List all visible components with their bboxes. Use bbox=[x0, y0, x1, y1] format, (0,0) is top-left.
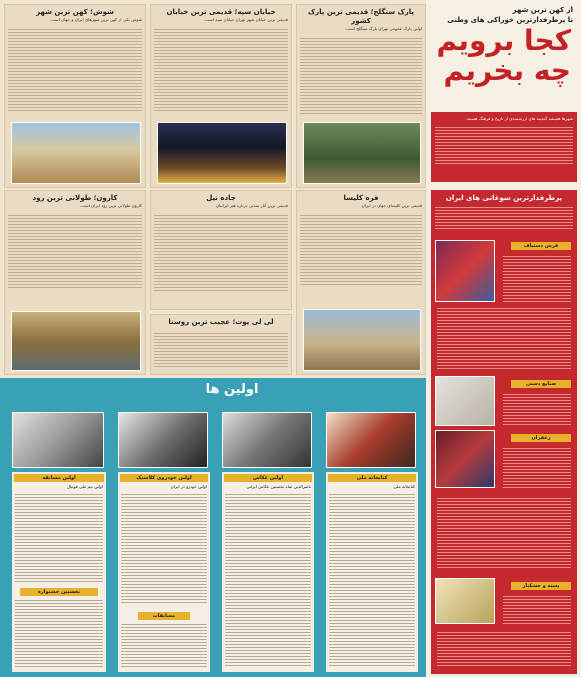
first-caption: اولین تیم ملی فوتبال bbox=[66, 484, 103, 489]
article-title: خیابان سپه؛ قدیمی ترین خیابان bbox=[166, 8, 276, 16]
handicraft-photo bbox=[435, 240, 495, 302]
article-sangelaj bbox=[296, 4, 426, 188]
first-label: مسابقات bbox=[138, 612, 190, 620]
souvenir-section bbox=[431, 190, 577, 674]
first-label: اولین خودروی کلاسیک bbox=[120, 474, 208, 482]
article-title: قره کلیسا bbox=[343, 194, 379, 202]
right-column bbox=[426, 0, 581, 677]
article-snippet: اولین پارک عمومی تهران پارک سنگلج است. bbox=[344, 26, 422, 31]
main-title-line2: چه بخریم bbox=[443, 54, 571, 87]
article-lilliput bbox=[150, 314, 292, 375]
article-title: شوش؛ کهن ترین شهر bbox=[36, 8, 114, 16]
article-snippet: کارون طولانی ترین رود ایران است. bbox=[79, 203, 142, 208]
article-sepah bbox=[150, 4, 292, 188]
pistachio-photo bbox=[435, 578, 495, 624]
article-qara-kelisa bbox=[296, 190, 426, 375]
first-body-lines bbox=[15, 598, 103, 668]
street-night-photo bbox=[157, 122, 287, 184]
article-title: کارون؛ طولانی ترین رود bbox=[32, 194, 118, 202]
article-title: جاده نیل bbox=[206, 194, 236, 202]
ceramic-photo bbox=[435, 376, 495, 426]
intro-text: شهرها همیشه گنجینه های ارزشمندی از تاریخ و فرهنگ هستند. bbox=[465, 116, 573, 121]
article-body-lines bbox=[154, 213, 288, 293]
men-photo bbox=[118, 412, 208, 468]
article-karun bbox=[4, 190, 146, 375]
main-title bbox=[436, 26, 571, 86]
article-jadeh-nil bbox=[150, 190, 292, 310]
first-body-lines bbox=[15, 492, 103, 582]
carpet-photo bbox=[435, 430, 495, 488]
kicker bbox=[447, 5, 573, 25]
first-body-lines bbox=[225, 492, 311, 668]
article-title: پارک سنگلج؛ قدیمی ترین پارک کشور bbox=[307, 8, 415, 25]
first-car bbox=[118, 472, 210, 672]
first-caption: کتابخانه ملی bbox=[393, 484, 415, 489]
main-title-line1: کجا برویم bbox=[436, 24, 571, 57]
first-label: اولین مسابقه bbox=[14, 474, 104, 482]
firsts-section bbox=[0, 378, 426, 677]
first-caption: ناصرالدین شاه نخستین عکاس ایرانی bbox=[246, 484, 311, 489]
firsts-title: اولین ها bbox=[205, 382, 259, 397]
souvenir-title: پرطرفدارترین سوغاتی های ایران bbox=[445, 194, 563, 202]
souvenir-lines-5 bbox=[503, 446, 571, 490]
souvenir-lines-6 bbox=[437, 496, 571, 570]
article-snippet: قدیمی ترین کلیسای جهان در ایران bbox=[361, 203, 422, 208]
article-body-lines bbox=[8, 213, 142, 289]
souvenir-lines-1 bbox=[435, 205, 573, 229]
first-library bbox=[326, 472, 418, 672]
first-body-lines bbox=[329, 492, 415, 668]
church-photo bbox=[303, 309, 421, 371]
article-snippet: شوش یکی از کهن ترین شهرهای ایران و جهان است. bbox=[49, 17, 142, 22]
souvenir-item-label: پسته و خشکبار bbox=[511, 582, 571, 590]
first-photographer bbox=[222, 472, 314, 672]
first-football bbox=[12, 472, 106, 672]
souvenir-lines-4 bbox=[503, 392, 571, 426]
car-photo bbox=[222, 412, 312, 468]
article-body-lines bbox=[154, 27, 288, 111]
article-body-lines bbox=[154, 331, 288, 367]
souvenir-lines-2 bbox=[503, 254, 571, 302]
intro-box bbox=[431, 112, 577, 182]
intro-body-lines bbox=[435, 125, 573, 165]
football-photo bbox=[12, 412, 104, 468]
park-photo bbox=[303, 122, 421, 184]
bridge-photo bbox=[11, 311, 141, 371]
article-snippet: قدیمی ترین خیابان شهر تهران خیابان سپه است. bbox=[203, 17, 288, 22]
souvenir-item-label: فرش دستباف bbox=[511, 242, 571, 250]
first-caption: اولین خودرو در ایران bbox=[170, 484, 207, 489]
library-photo bbox=[326, 412, 416, 468]
article-body-lines bbox=[300, 36, 422, 116]
souvenir-lines-3 bbox=[437, 306, 571, 370]
first-label: نخستین جشنواره bbox=[20, 588, 98, 596]
article-snippet: قدیمی ترین آثار تمدنی درباره هنر ایرانیان bbox=[215, 203, 288, 208]
kicker-line1: از کهن ترین شهر bbox=[512, 6, 573, 14]
castle-photo bbox=[11, 122, 141, 184]
souvenir-lines-7 bbox=[503, 594, 571, 624]
first-body-lines bbox=[121, 492, 207, 604]
souvenir-lines-8 bbox=[437, 630, 571, 666]
article-title: لی لی پوت؛ عجیب ترین روستا bbox=[168, 318, 274, 326]
souvenir-item-label: زعفران bbox=[511, 434, 571, 442]
article-body-lines bbox=[8, 27, 142, 111]
first-label: کتابخانه ملی bbox=[328, 474, 416, 482]
souvenir-item-label: صنایع دستی bbox=[511, 380, 571, 388]
article-body-lines bbox=[300, 213, 422, 287]
kicker-line2: تا پرطرفدارترین خوراکی های وطنی bbox=[447, 16, 573, 24]
first-label: اولین عکاس bbox=[224, 474, 312, 482]
article-shush bbox=[4, 4, 146, 188]
first-body-lines bbox=[121, 622, 207, 668]
